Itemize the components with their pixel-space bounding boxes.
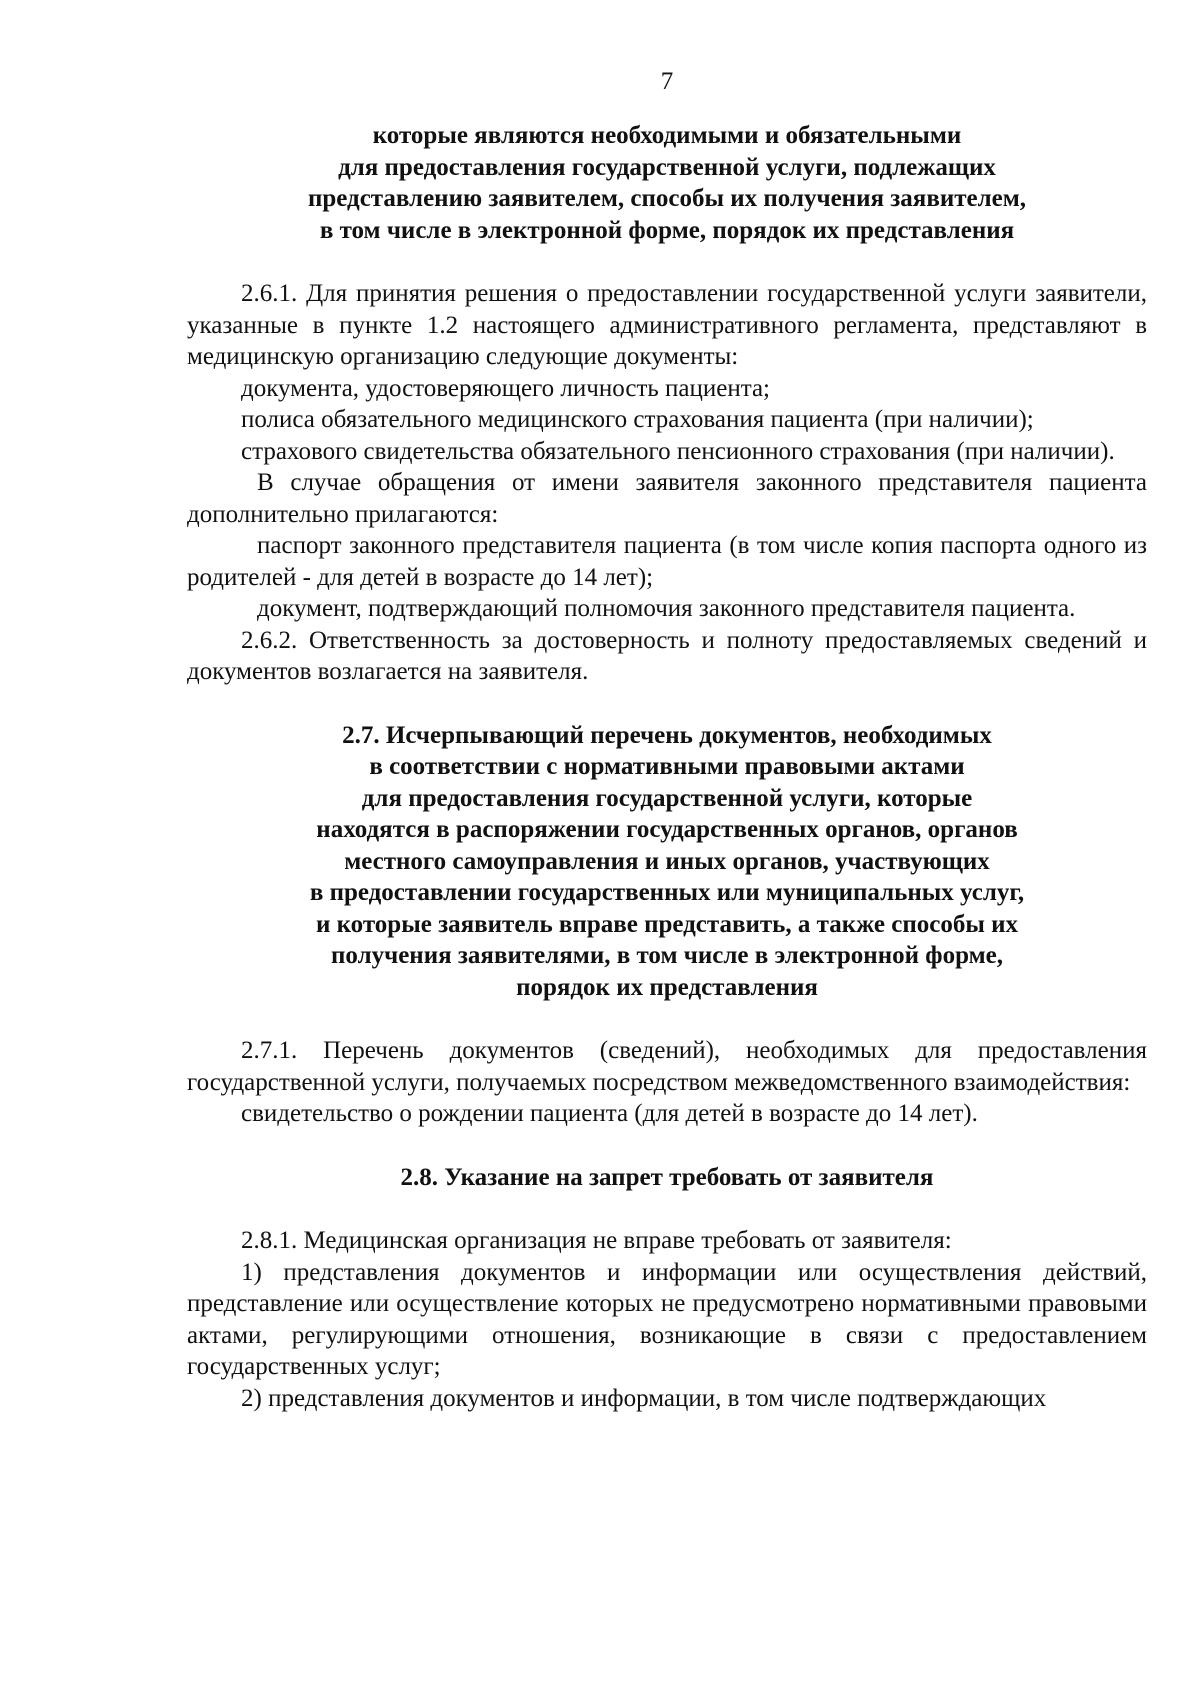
heading-line: 2.7. Исчерпывающий перечень документов, необходимых <box>342 721 992 749</box>
list-item-identity-document: документа, удостоверяющего личность пациента; <box>241 374 771 402</box>
list-item-birth-certificate: свидетельство о рождении пациента (для детей в возрасте до 14 лет). <box>241 1100 978 1127</box>
heading-line: и которые заявитель вправе представить, а также способы их <box>315 910 1019 938</box>
heading-line: в предоставлении государственных или муниципальных услуг, <box>309 879 1025 906</box>
list-item-pension-certificate: страхового свидетельства обязательного пенсионного страхования (при наличии). <box>241 437 1115 465</box>
heading-line: представлению заявителем, способы их получения заявителем, <box>307 185 1027 212</box>
list-item-medical-insurance: полиса обязательного медицинского страхования пациента (при наличии); <box>241 406 1034 433</box>
heading-line: местного самоуправления и иных органов, участвующих <box>344 847 990 875</box>
list-item-2: 2) представления документов и информации, в том числе подтверждающих <box>241 1384 1047 1412</box>
paragraph-2-8-1: 2.8.1. Медицинская организация не вправе требовать от заявителя: <box>241 1227 952 1254</box>
heading-line: которые являются необходимыми и обязательными <box>372 122 962 149</box>
paragraph-2-7-1: 2.7.1. Перечень документов (сведений), необходимых для предоставления государственной услуги, получаемых посредством межведомственного взаимодействия: <box>187 1037 1147 1096</box>
list-item-1: 1) представления документов и информации или осуществления действий, представление или осуществление которых не предусмотрено нормативными правовыми актами, регулирующими отношения, возникающие в связи с предоставлением государственных услуг; <box>187 1258 1147 1380</box>
heading-line: в том числе в электронной форме, порядок их представления <box>319 216 1015 244</box>
list-item-authority-document: документ, подтверждающий полномочия законного представителя пациента. <box>257 595 1076 622</box>
heading-2-6-continued <box>187 120 1147 246</box>
heading-2-8: 2.8. Указание на запрет требовать от заявителя <box>400 1163 934 1191</box>
page-number: 7 <box>660 68 674 95</box>
paragraph-2-6-1: 2.6.1. Для принятия решения о предоставлении государственной услуги заявители, указанные в пункте 1.2 настоящего административного регламента, представляют в медицинскую организацию следующие документы: <box>187 280 1147 370</box>
page-content <box>187 68 1147 1414</box>
list-item-representative-passport: паспорт законного представителя пациента (в том числе копия паспорта одного из родителей - для детей в возрасте до 14 лет); <box>187 532 1147 591</box>
paragraph-2-6-2: 2.6.2. Ответственность за достоверность и полноту предоставляемых сведений и документов возлагается на заявителя. <box>187 626 1147 685</box>
heading-line: получения заявителями, в том числе в электронной форме, <box>331 942 1003 969</box>
heading-2-7 <box>187 720 1147 1004</box>
heading-line: для предоставления государственной услуги, подлежащих <box>338 153 996 181</box>
paragraph-legal-representative: В случае обращения от имени заявителя законного представителя пациента дополнительно прилагаются: <box>187 469 1147 528</box>
heading-line: находятся в распоряжении государственных органов, органов <box>316 816 1018 843</box>
heading-line: для предоставления государственной услуги, которые <box>361 784 973 812</box>
heading-line: порядок их представления <box>516 973 818 1001</box>
heading-line: в соответствии с нормативными правовыми актами <box>369 753 965 780</box>
